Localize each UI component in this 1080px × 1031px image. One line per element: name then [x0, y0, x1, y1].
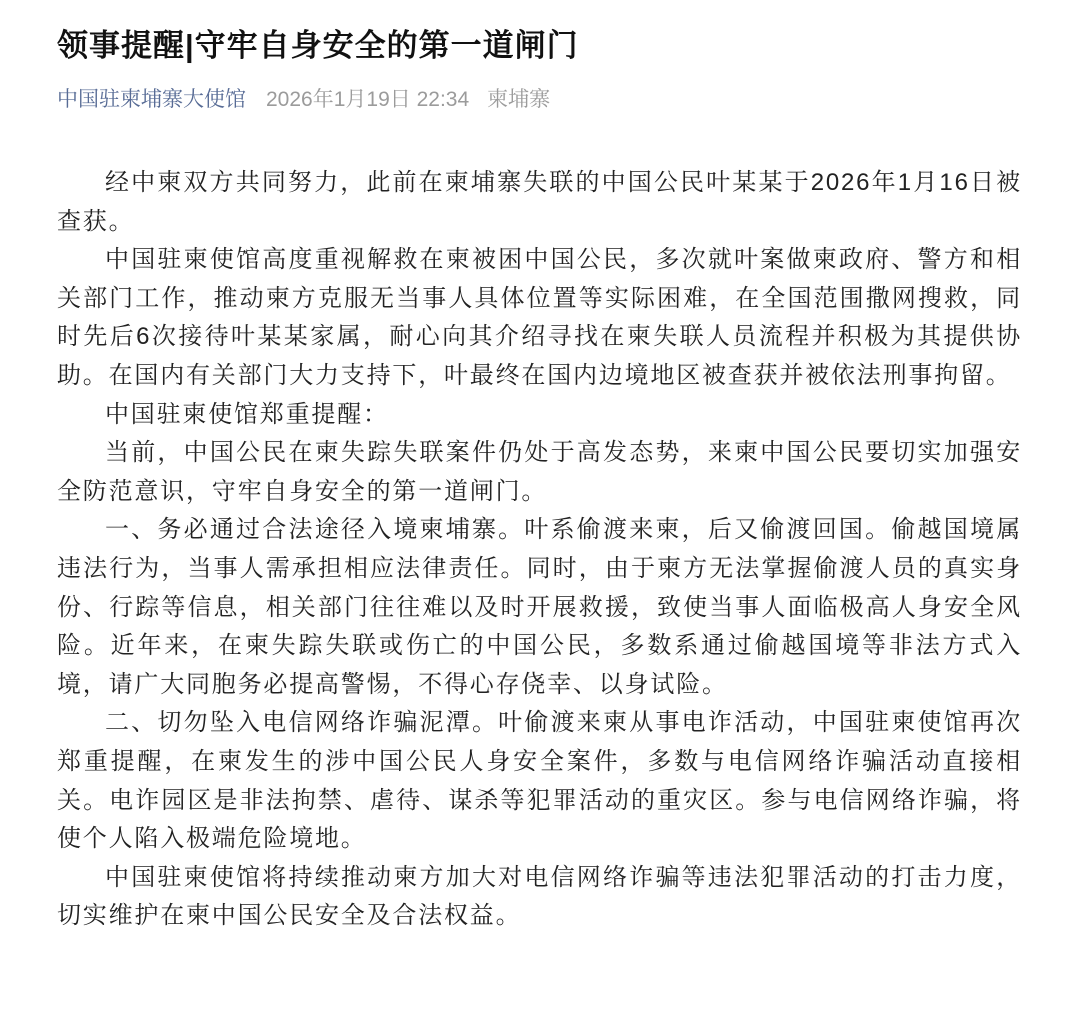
paragraph-7: 中国驻柬使馆将持续推动柬方加大对电信网络诈骗等违法犯罪活动的打击力度，切实维护在柬中国公民安全及合法权益。 — [57, 863, 1022, 930]
paragraph-6: 二、切勿坠入电信网络诈骗泥潭。叶偷渡来柬从事电诈活动，中国驻柬使馆再次郑重提醒，在柬发生的涉中国公民人身安全案件，多数与电信网络诈骗活动直接相关。电诈园区是非法拘禁、虐待、谋杀等犯罪活动的重灾区。参与电信网络诈骗，将使个人陷入极端危险境地。 — [57, 709, 1022, 853]
account-link[interactable]: 中国驻柬埔寨大使馆 — [57, 88, 246, 111]
article-container — [0, 27, 1080, 936]
paragraph-2: 中国驻柬使馆高度重视解救在柬被困中国公民，多次就叶案做柬政府、警方和相关部门工作，推动柬方克服无当事人具体位置等实际困难，在全国范围撒网搜救，同时先后6次接待叶某某家属，耐心向其介绍寻找在柬失联人员流程并积极为其提供协助。在国内有关部门大力支持下，叶最终在国内边境地区被查获并被依法刑事拘留。 — [57, 246, 1022, 389]
publish-time: 2026年1月19日 22:34 — [266, 88, 470, 111]
publish-location: 柬埔寨 — [487, 88, 551, 111]
paragraph-3: 中国驻柬使馆郑重提醒： — [105, 400, 389, 428]
paragraph-1: 经中柬双方共同努力，此前在柬埔寨失联的中国公民叶某某于2026年1月16日被查获。 — [57, 169, 1022, 235]
paragraph-5: 一、务必通过合法途径入境柬埔寨。叶系偷渡来柬，后又偷渡回国。偷越国境属违法行为，当事人需承担相应法律责任。同时，由于柬方无法掌握偷渡人员的真实身份、行踪等信息，相关部门往往难以及时开展救援，致使当事人面临极高人身安全风险。近年来，在柬失踪失联或伤亡的中国公民，多数系通过偷越国境等非法方式入境，请广大同胞务必提高警惕，不得心存侥幸、以身试险。 — [57, 516, 1022, 698]
paragraph-4: 当前，中国公民在柬失踪失联案件仍处于高发态势，来柬中国公民要切实加强安全防范意识，守牢自身安全的第一道闸门。 — [57, 439, 1022, 505]
article-body — [57, 164, 1022, 936]
page-title: 领事提醒|守牢自身安全的第一道闸门 — [57, 28, 579, 63]
byline — [57, 87, 1022, 113]
